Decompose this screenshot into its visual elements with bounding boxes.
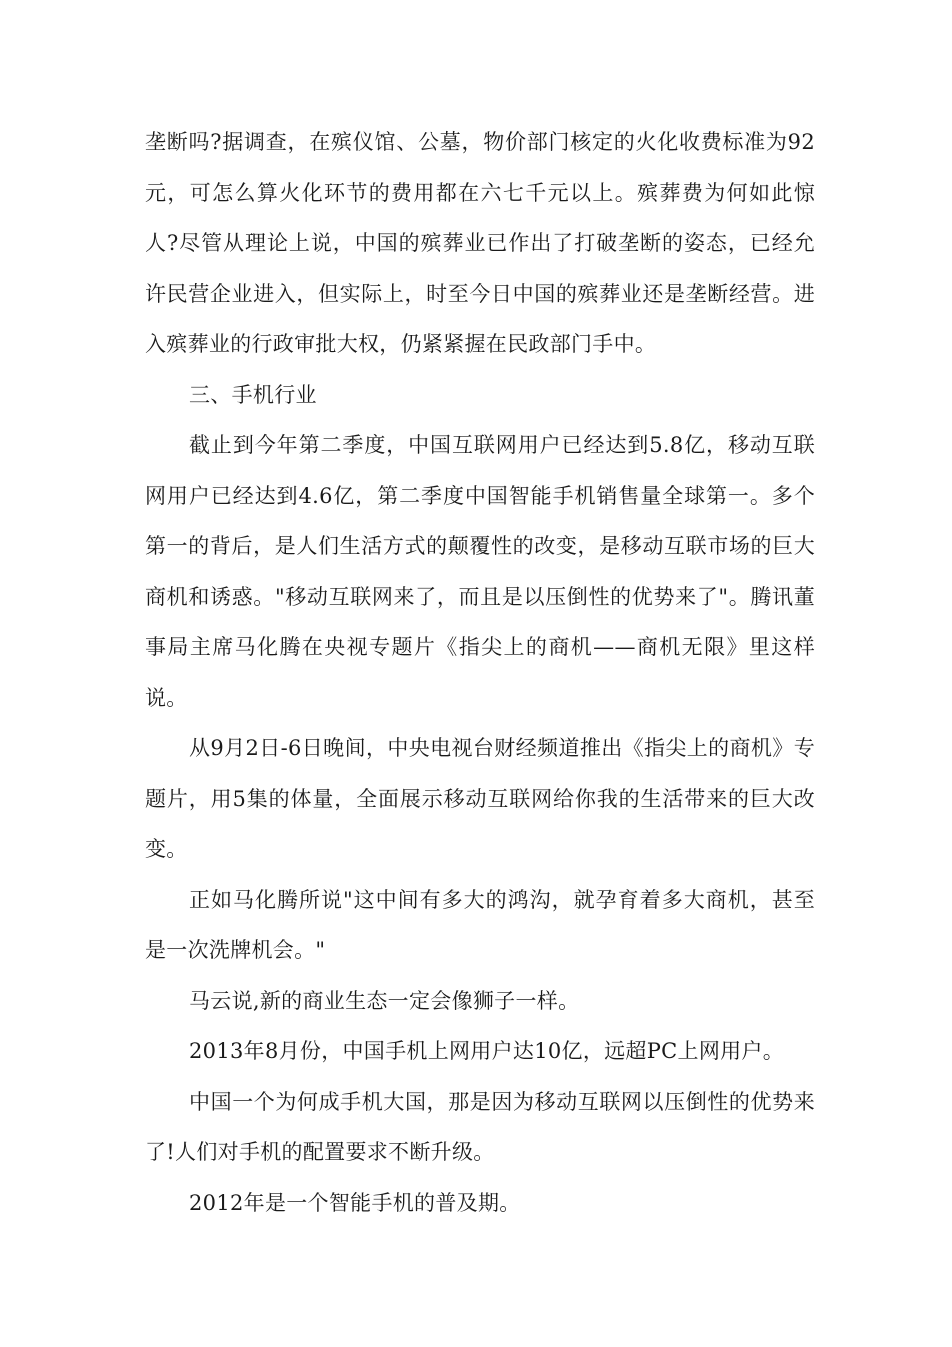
paragraph-funeral-monopoly: 垄断吗?据调查，在殡仪馆、公墓，物价部门核定的火化收费标准为92元，可怎么算火化环节的费用都在六七千元以上。殡葬费为何如此惊人?尽管从理论上说，中国的殡葬业已作出了打破垄断的姿态，已经允许民营企业进入，但实际上，时至今日中国的殡葬业还是垄断经营。进入殡葬业的行政审批大权，仍紧紧握在民政部门手中。 bbox=[145, 130, 815, 356]
paragraph-cctv-documentary: 从9月2日-6日晚间，中央电视台财经频道推出《指尖上的商机》专题片，用5集的体量，全面展示移动互联网给你我的生活带来的巨大改变。 bbox=[145, 736, 815, 861]
paragraph-ma-yun-quote: 马云说,新的商业生态一定会像狮子一样。 bbox=[189, 988, 580, 1013]
paragraph-mobile-users-2013: 2013年8月份，中国手机上网用户达10亿，远超PC上网用户。 bbox=[189, 1039, 785, 1063]
document-body bbox=[145, 117, 815, 1228]
paragraph-internet-users: 截止到今年第二季度，中国互联网用户已经达到5.8亿，移动互联网用户已经达到4.6亿，第二季度中国智能手机销售量全球第一。多个第一的背后，是人们生活方式的颠覆性的改变，是移动互联市场的巨大商机和诱惑。"移动互联网来了，而且是以压倒性的优势来了"。腾讯董事局主席马化腾在央视专题片《指尖上的商机——商机无限》里这样说。 bbox=[145, 433, 815, 710]
section-heading-mobile-industry: 三、手机行业 bbox=[189, 382, 317, 407]
paragraph-ma-huateng-quote: 正如马化腾所说"这中间有多大的鸿沟，就孕育着多大商机，甚至是一次洗牌机会。" bbox=[145, 887, 815, 962]
paragraph-mobile-power: 中国一个为何成手机大国，那是因为移动互联网以压倒性的优势来了!人们对手机的配置要求不断升级。 bbox=[145, 1089, 815, 1164]
paragraph-smartphone-2012: 2012年是一个智能手机的普及期。 bbox=[189, 1190, 521, 1215]
